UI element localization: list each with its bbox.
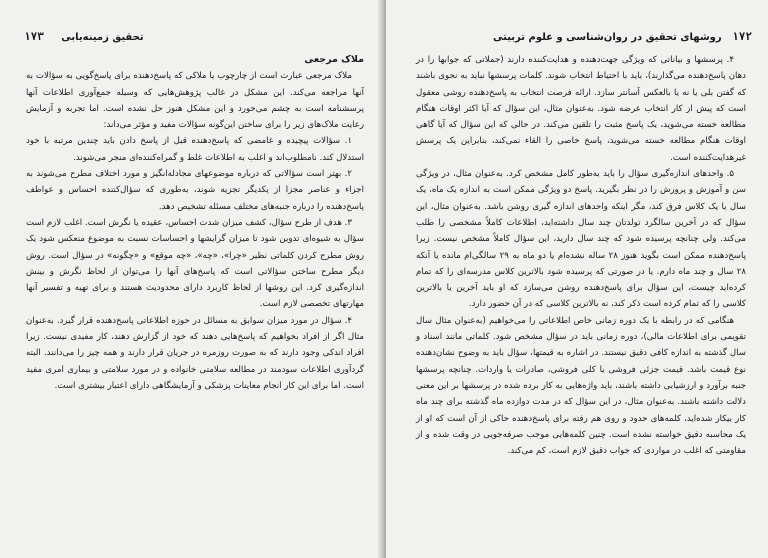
right-page (386, 0, 768, 558)
list-item: ۱. سؤالات پیچیده و غامضی که پاسخ‌دهنده قبل از پاسخ دادن باید چندین مرتبه با خود استدلال کند. نامطلوب‌اند و اغلب به اطلاعات غلط و گمراه‌کننده‌ای منجر می‌شوند. (26, 136, 364, 163)
paragraph: ملاک مرجعی عبارت است از چارچوب یا ملاکی که پاسخ‌دهنده برای پاسخ‌گویی به سؤالات به آنها مراجعه می‌کند. این مشکل در غالب پژوهش‌هایی که وسیله جمع‌آوری اطلاعات آنها پرسشنامه است به چشم می‌خورد و این مشکل هنوز حل نشده است. اما تجربه و آزمایش رعایت ملاک‌های زیر را برای ساختن این‌گونه سؤالات مفید و مؤثر می‌داند: (26, 71, 364, 131)
list-item: ۳. هدف از طرح سؤال، کشف میزان شدت احساس، عقیده یا نگرش است. اغلب لازم است سؤال به شیوه‌ای تدوین شود تا میزان گرایشها و احساسات نسبت به موضوع منعکس شود یک روش مطرح کردن کلماتی نظیر «چرا»، «چه»، «چه موقع» و «چگونه» در سؤال است. روش دیگر مطرح ساختن سؤالاتی است که پاسخ‌های آنها را می‌توان از لحاظ نگرش و بینش اندازه‌گیری کرد. این روشها از لحاظ کاربرد دارای محدودیت هستند و برای تهیه و تفسیر آنها مهارتهای تخصصی لازم است. (26, 217, 364, 310)
page-body (26, 52, 364, 394)
page-number: ۱۷۲ (732, 30, 752, 43)
page-number: ۱۷۳ (24, 30, 44, 43)
list-item: ۵. واحدهای اندازه‌گیری سؤال را باید به‌طور کامل مشخص کرد. به‌عنوان مثال، در ویژگی سن و آموزش و پرورش را در نظر بگیرید. پاسخ دو ویژگی ممکن است به اندازه یک ماه، یک سال یا یک کلاس فرق کند، مگر اینکه واحدهای اندازه گیری روشن باشد. به‌عنوان مثال، این سؤال که در آخرین سالگرد تولدتان چند سال داشته‌اید، اطلاعات کاملاً مشخصی را طلب می‌کند. ولی چنانچه پرسیده شود که چند سال دارید، این سؤال کاملاً مشخص نیست. زیرا پاسخ‌دهنده ممکن است بگوید هنوز ۲۸ ساله نشده‌ام یا دو ماه به ۲۹ سالگی‌ام مانده یا آنکه ۲۸ سال و چند ماه دارم. یا در صورتی که پرسیده شود بالاترین کلاس مدرسه‌ای را که تمام کرده‌اید چیست، این سؤال برای پاسخ‌دهنده روشن می‌سازد که او باید آخرین یا بالاترین کلاسی را که تمام کرده است ذکر کند، نه بالاترین کلاسی که در آن حضور دارد. (416, 169, 746, 310)
header-title: تحقیق زمینه‌یابی (61, 32, 144, 43)
paragraph: هنگامی که در رابطه با یک دوره زمانی خاص اطلاعاتی را می‌خواهیم (به‌عنوان مثال سال تقویمی برای اطلاعات مالی)، دوره زمانی باید در سؤال مشخص شود. کلماتی مانند اسناد و سال گذشته به اندازه کافی دقیق نیستند. در اشاره به قیمتها، سؤال باید به وضوح نشان‌دهنده نوع قیمت باشد. قیمت جزئی فروشی یا کلی فروشی، صادرات یا واردات. چنانچه پرسشها جنبه برآورد و ارزشیابی داشته باشند، باید واژه‌هایی به کار برده شده در پرسشها بر این معنی دلالت داشته باشند. به‌عنوان مثال، در این سؤال که در مدت دوازده ماه گذشته برای چند ماه کار بیکار شده‌اید، کلمه‌های حدود و روی هم رفته برای پاسخ‌دهنده حاکی از آن است که او از یک محاسبه دقیق خواسته نشده است. چنین کلمه‌هایی موجب صرفه‌جویی در وقت شده و از مقاومتی که اغلب در مواردی که جواب دقیق لازم است، کم می‌کند. (416, 315, 746, 457)
list-item: ۴. سؤال در مورد میزان سوابق به مسائل در حوزه اطلاعاتی پاسخ‌دهنده قرار گیرد. به‌عنوان مثال اگر از افراد بخواهیم که پاسخ‌هایی دهند که خود از گزارش دهند، کار مفیدی نیست. زیرا افراد اندکی وجود دارند که به صورت روزمره در جریان قرار دارند و همه چیز را می‌دانند. البته گردآوری اطلاعات سودمند در مطالعه سلامتی خانواده و در مورد سلامتی و بیماری امری مفید است. اما برای این کار انجام معاینات پزشکی و آزمایشگاهی دارای اعتبار بیشتری است. (26, 315, 364, 391)
running-header (493, 30, 752, 43)
list-item: ۲. بهتر است سؤالاتی که درباره موضوعهای مجادله‌انگیز و مورد اختلاف مطرح می‌شوند به اجزاء و عناصر مجزا از یکدیگر تجزیه شوند، به‌طوری که سؤال‌کننده احساس و عواطف پاسخ‌دهنده را درباره جنبه‌های مختلف مسئله تشخیص دهد. (26, 169, 364, 212)
header-title: روشهای تحقیق در روان‌شناسی و علوم تربیتی (493, 32, 722, 43)
running-header (24, 30, 144, 43)
page-body (416, 52, 746, 459)
list-item: ۴. پرسشها و بیاناتی که ویژگی جهت‌دهنده و هدایت‌کننده دارند (جملاتی که جوابها را در دهان پاسخ‌دهنده می‌گذارند)، باید با احتیاط انتخاب شوند. کلمات پرسشها نباید به نحوی باشند که گفتن بلی یا نه یا بالعکس آسانتر سازد. ارائه فرصت انتخاب به پاسخ‌دهنده روشی معقول است که پیش از کار انتخاب عرضه شود. به‌عنوان مثال، این سؤال که آیا اکثر اوقات هنگام مطالعه خسته می‌شوید، یک پاسخ مثبت را تلقین می‌کند. در حالی که این سؤال که آیا گاهی اوقات هنگام مطالعه خسته می‌شوید، پاسخ خاصی را القاء نمی‌کند، بنابراین یک پرسش غیرهدایت‌کننده است. (416, 55, 746, 163)
section-heading: ملاک مرجعی (304, 54, 364, 65)
